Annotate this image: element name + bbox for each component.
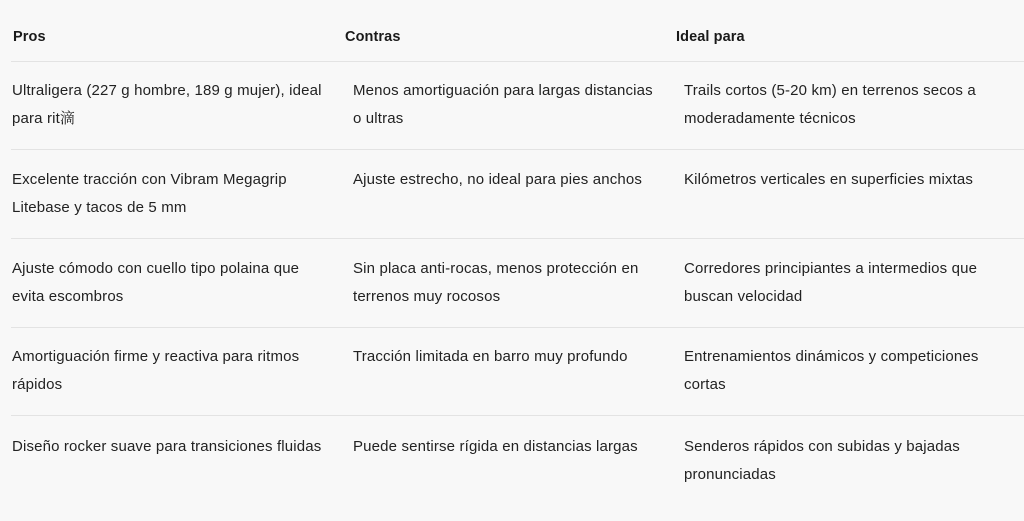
table-cell-contras: Sin placa anti-rocas, menos protección en terrenos muy rocosos — [353, 260, 639, 305]
table-row — [0, 433, 1024, 521]
header-ideal-para: Ideal para — [676, 29, 745, 45]
table-cell-ideal: Corredores principiantes a intermedios que buscan velocidad — [684, 260, 978, 305]
row-divider — [11, 238, 1024, 239]
table-cell-contras: Ajuste estrecho, no ideal para pies anchos — [353, 171, 642, 188]
header-contras: Contras — [345, 29, 401, 45]
table-cell-ideal: Senderos rápidos con subidas y bajadas pronunciadas — [684, 438, 960, 483]
table-cell-contras: Menos amortiguación para largas distancias o ultras — [353, 82, 653, 127]
header-divider — [11, 61, 1024, 62]
table-row — [0, 343, 1024, 432]
table-cell-pros: Diseño rocker suave para transiciones fluidas — [12, 438, 322, 455]
table-cell-pros: Excelente tracción con Vibram Megagrip Litebase y tacos de 5 mm — [12, 171, 287, 216]
table-cell-contras: Tracción limitada en barro muy profundo — [353, 348, 628, 365]
table-cell-ideal: Trails cortos (5-20 km) en terrenos secos a moderadamente técnicos — [684, 82, 976, 127]
table-cell-pros: Amortiguación firme y reactiva para ritmos rápidos — [12, 348, 300, 393]
row-divider — [11, 149, 1024, 150]
table-cell-pros: Ajuste cómodo con cuello tipo polaina que evita escombros — [12, 260, 300, 305]
row-divider — [11, 415, 1024, 416]
table-row — [0, 77, 1024, 166]
table-row — [0, 255, 1024, 344]
table-cell-ideal: Entrenamientos dinámicos y competiciones cortas — [684, 348, 979, 393]
header-pros: Pros — [13, 29, 46, 45]
table-cell-pros: Ultraligera (227 g hombre, 189 g mujer), ideal para rit滴 — [12, 82, 322, 127]
table-cell-contras: Puede sentirse rígida en distancias largas — [353, 438, 638, 455]
table-row — [0, 166, 1024, 255]
table-header-row — [0, 0, 1024, 61]
table-cell-ideal: Kilómetros verticales en superficies mixtas — [684, 171, 974, 188]
row-divider — [11, 327, 1024, 328]
